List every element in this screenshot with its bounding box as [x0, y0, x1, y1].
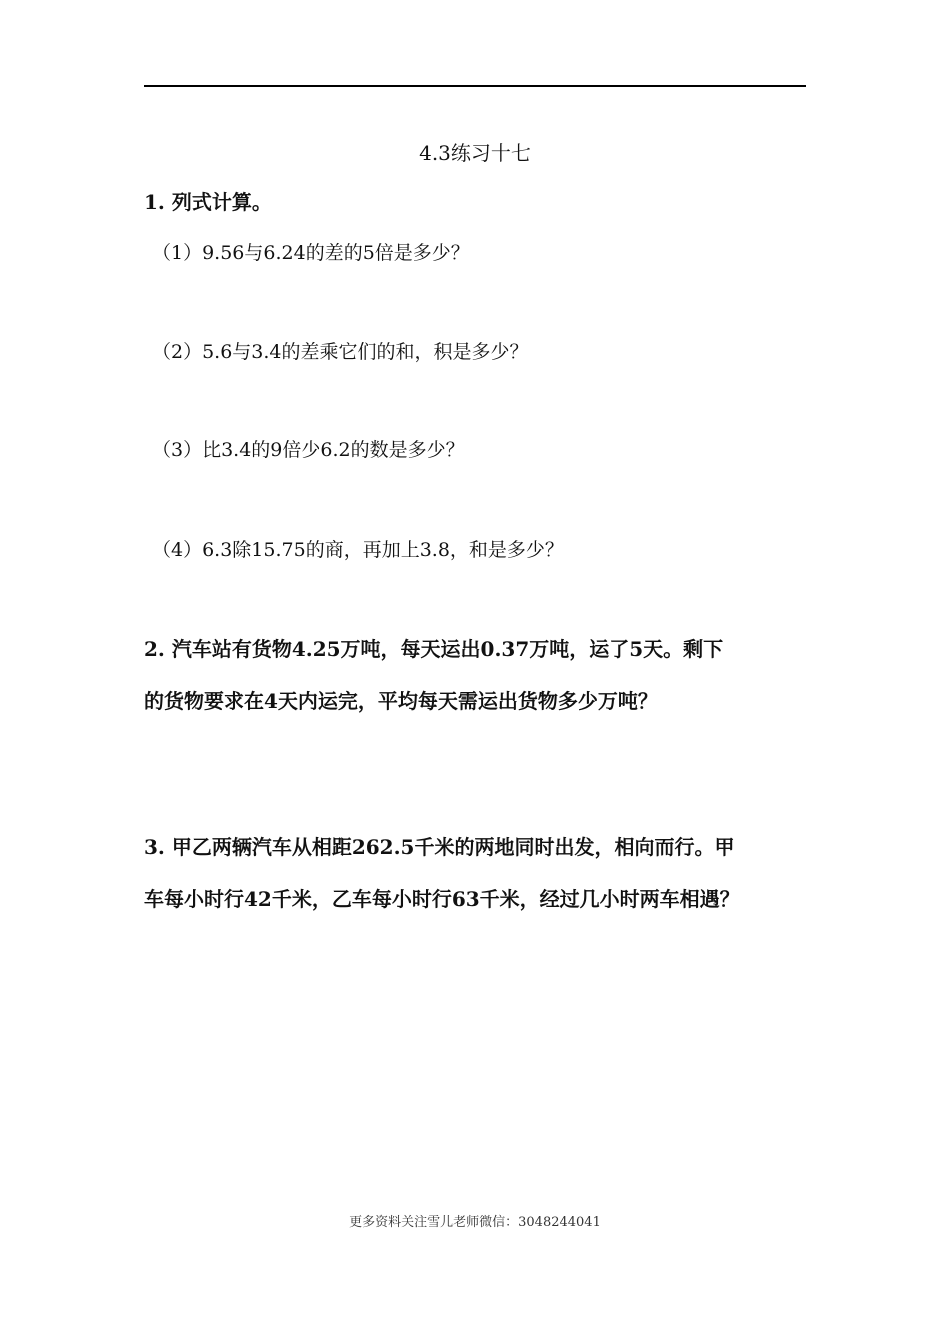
- question-1-3: （3）比3.4的9倍少6.2的数是多少？: [152, 439, 465, 461]
- question-1-1: （1）9.56与6.24的差的5倍是多少？: [152, 242, 470, 264]
- problem-2-line-1: 2. 汽车站有货物4.25万吨，每天运出0.37万吨，运了5天。剩下: [144, 637, 724, 661]
- problem-3: [144, 821, 809, 925]
- header-rule: [144, 85, 806, 87]
- question-1-4: （4）6.3除15.75的商，再加上3.8，和是多少？: [152, 539, 564, 561]
- problem-2: [144, 623, 809, 727]
- section-1-heading: 1. 列式计算。: [144, 190, 272, 214]
- footer-note: 更多资料关注雪儿老师微信：3048244041: [349, 1215, 601, 1230]
- problem-3-line-1: 3. 甲乙两辆汽车从相距262.5千米的两地同时出发，相向而行。甲: [144, 835, 735, 859]
- problem-3-line-2: 车每小时行42千米，乙车每小时行63千米，经过几小时两车相遇？: [144, 887, 740, 911]
- question-1-2: （2）5.6与3.4的差乘它们的和，积是多少？: [152, 341, 529, 363]
- problem-2-line-2: 的货物要求在4天内运完，平均每天需运出货物多少万吨？: [144, 689, 658, 713]
- page-title: 4.3练习十七: [419, 141, 531, 165]
